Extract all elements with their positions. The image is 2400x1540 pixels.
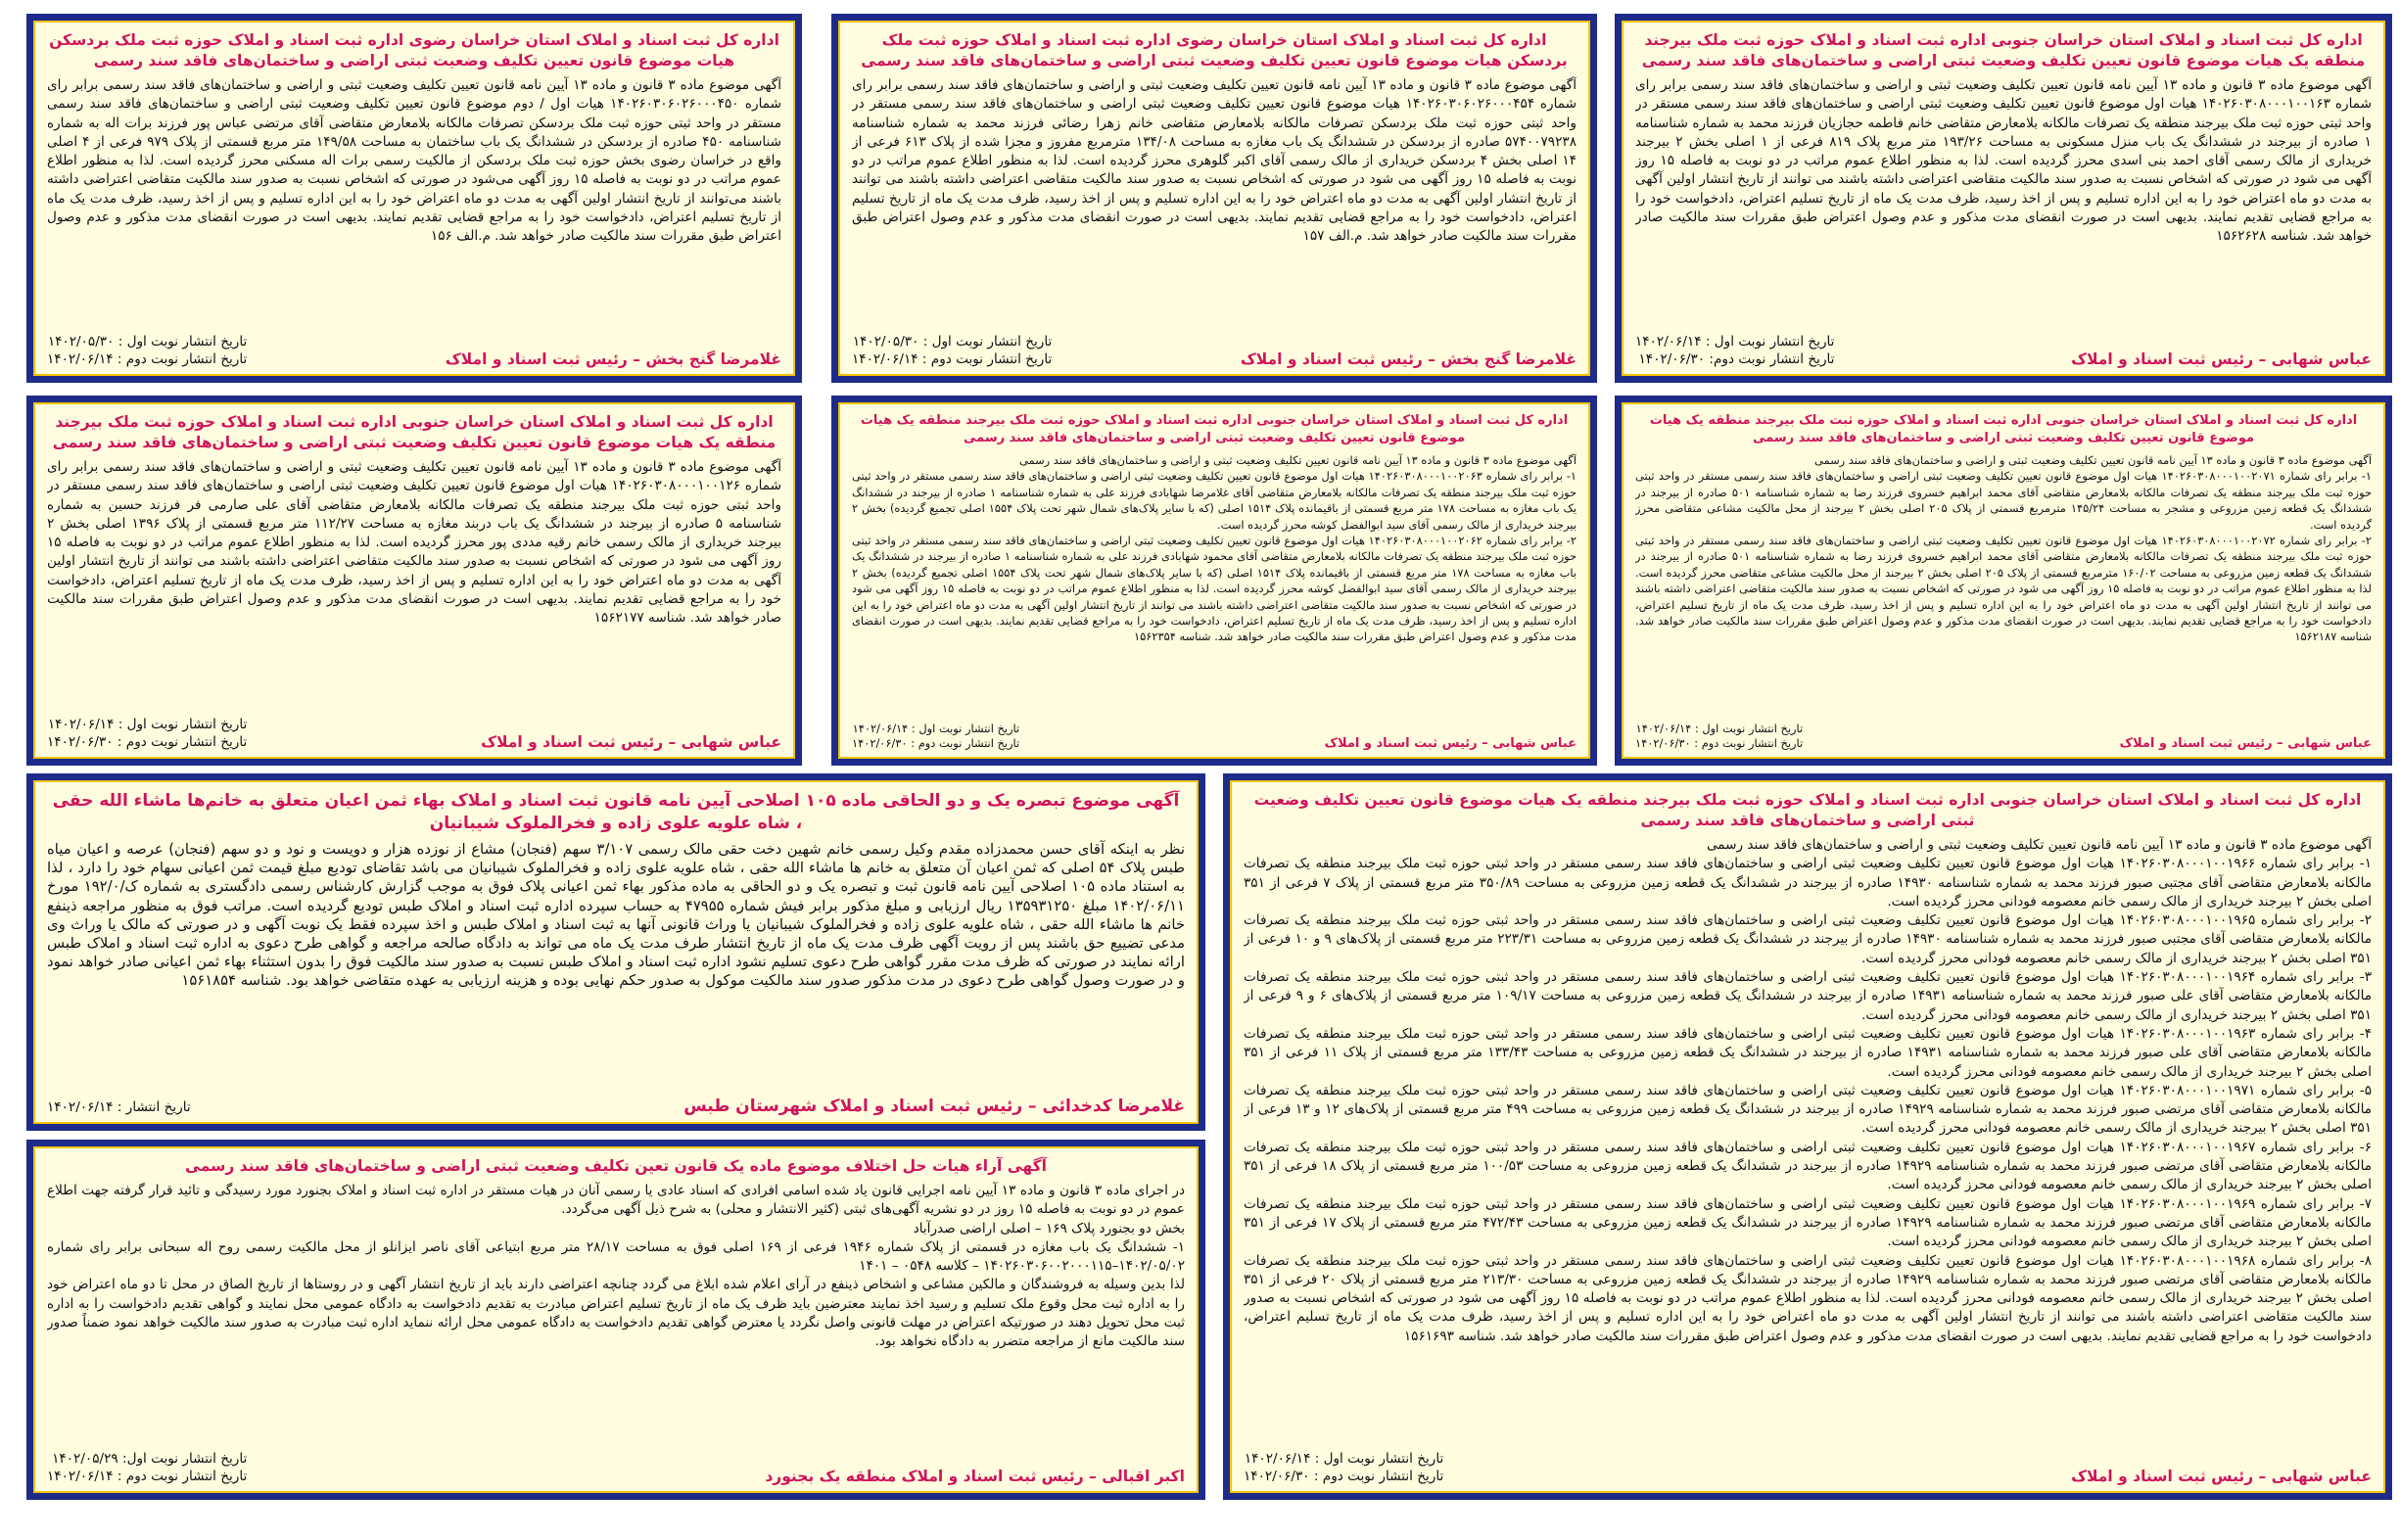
notice-birjand-zone1-e <box>1223 773 2392 1500</box>
second-publication-date: تاریخ انتشار نوبت دوم : ۱۴۰۲/۰۶/۳۰ <box>852 736 1020 750</box>
signature: عباس شهابی – رئیس ثبت اسناد و املاک <box>481 733 781 751</box>
notice-tabas <box>26 773 1205 1131</box>
notice-footer <box>47 333 781 368</box>
publication-dates <box>47 1098 191 1116</box>
notice-paragraph: ۲- برابر رای شماره ۱۴۰۲۶۰۳۰۸۰۰۰۱۰۰۱۹۶۵ هیات اول موضوع قانون تعیین تکلیف وضعیت ثبتی اراضی و ساختمان‌های فاقد سند رسمی مستقر در واحد ثبتی حوزه ثبت ملک بیرجند منطقه یک تصرفات مالکانه بلامعارض متقاضی آقای مجتبی صبور فرزند محمد به شماره شناسنامه ۱۴۹۳۰ صادره از بیرجند در ششدانگ یک قطعه زمین مزروعی به مساحت ۲۲۳/۳۱ متر مربع قسمتی از پلاک‌های ۹ و ۱۰ فرعی از ۳۵۱ اصلی بخش ۲ بیرجند خریداری از مالک رسمی خانم معصومه فودانی محرز گردیده است. <box>1244 912 2372 966</box>
notice-paragraph: آگهی موضوع ماده ۳ قانون و ماده ۱۳ آیین نامه قانون تعیین تکلیف وضعیت ثبتی و اراضی و ساختمان‌های فاقد سند رسمی <box>1706 837 2372 853</box>
notice-body <box>1635 452 2372 719</box>
first-publication-date: تاریخ انتشار نوبت اول : ۱۴۰۲/۰۶/۱۴ <box>1635 334 1835 350</box>
notice-title: اداره کل ثبت اسناد و املاک استان خراسان جنوبی اداره ثبت اسناد و املاک حوزه ثبت ملک بیرجند منطقه یک هیات موضوع قانون تعیین تکلیف وضعیت ثبتی اراضی و ساختمان‌های فاقد سند رسمی <box>1253 791 2362 829</box>
notice-paragraph: ۲- برابر رای شماره ۱۴۰۲۶۰۳۰۸۰۰۰۱۰۰۲۰۶۲ هیات اول موضوع قانون تعیین تکلیف وضعیت ثبتی اراضی و ساختمان‌های فاقد سند رسمی مستقر در واحد ثبتی حوزه ثبت ملک بیرجند منطقه یک تصرفات مالکانه بلامعارض متقاضی آقای محمود شهابادی فرزند علی به شماره شناسنامه ۱ صادره از بیرجند در ششدانگ یک باب مغازه به مساحت ۱۷۸ متر مربع قسمتی از باقیمانده پلاک ۱۵۱۴ اصلی (که با سایر پلاک‌های شمال شهر تحت پلاک ۱۵۵۴ اصلی تجمیع گردیده) بخش ۲ بیرجند خریداری از مالک رسمی آقای سید ابوالفضل کوشه محرز گردیده است. لذا به منظور اطلاع عموم مراتب در دو نوبت به فاصله ۱۵ روز آگهی می شود در صورتی که اشخاص نسبت به صدور سند مالکیت متقاضی اعتراضی داشته باشند می توانند از تاریخ انتشار اولین آگهی به مدت دو ماه اعتراض خود را به این اداره تسلیم و پس از اخذ رسید، ظرف مدت یک ماه از تاریخ تسلیم اعتراض، دادخواست خود را به مراجع قضایی تقدیم نمایند. بدیهی است در صورت انقضای مدت مذکور و عدم وصول اعتراض طبق مقررات سند مالکیت صادر خواهد شد. شناسه ۱۵۶۲۳۵۴ <box>852 534 1576 644</box>
notice-paragraph: ۸- برابر رای شماره ۱۴۰۲۶۰۳۰۸۰۰۰۱۰۰۱۹۶۸ هیات اول موضوع قانون تعیین تکلیف وضعیت ثبتی اراضی و ساختمان‌های فاقد سند رسمی مستقر در واحد ثبتی حوزه ثبت ملک بیرجند منطقه یک تصرفات مالکانه بلامعارض متقاضی آقای مرتضی صبور فرزند محمد به شماره شناسنامه ۱۴۹۲۹ صادره از بیرجند در ششدانگ یک قطعه زمین مزروعی به مساحت ۲۱۳/۳۰ متر مربع قسمتی از پلاک ۲۰ فرعی از ۳۵۱ اصلی بخش ۲ بیرجند خریداری از مالک رسمی خانم معصومه فودانی محرز گردیده است. لذا به منظور اطلاع عموم مراتب در دو نوبت به فاصله ۱۵ روز آگهی می شود در صورتی که اشخاص نسبت به صدور سند مالکیت متقاضی اعتراضی داشته باشند می توانند از تاریخ انتشار اولین آگهی به مدت دو ماه اعتراض خود را به این اداره تسلیم و پس از اخذ رسید، ظرف مدت یک ماه از تاریخ تسلیم اعتراض، دادخواست خود را به مراجع قضایی تقدیم نمایند. بدیهی است در صورت انقضای مدت مذکور و عدم وصول اعتراض طبق مقررات سند مالکیت صادر خواهد شد. شناسه ۱۵۶۱۶۹۳ <box>1244 1252 2372 1344</box>
notice-title: اداره کل ثبت اسناد و املاک استان خراسان رضوی اداره ثبت اسناد و املاک حوزه ثبت ملک بردسکن هیات موضوع قانون تعیین تکلیف وضعیت ثبتی اراضی و ساختمان‌های فاقد سند رسمی <box>49 31 779 70</box>
signature: غلامرضا گنج بخش – رئیس ثبت اسناد و املاک <box>1240 350 1576 368</box>
notice-paragraph: آگهی موضوع ماده ۳ قانون و ماده ۱۳ آیین نامه قانون تعیین تکلیف وضعیت ثبتی و اراضی و ساختمان‌های فاقد سند رسمی برابر رای شماره ۱۴۰۲۶۰۳۰۶۰۲۶۰۰۰۴۵۴ هیات موضوع قانون تعیین تکلیف وضعیت ثبتی اراضی و ساختمان‌های فاقد سند رسمی مستقر در واحد ثبتی حوزه ثبت ملک بردسکن تصرفات مالکانه بلامعارض متقاضی خانم زهرا رضائی فرزند محمد به شماره شناسنامه ۵۷۴۰۰۷۹۲۳۸ صادره از بردسکن در ششدانگ یک باب مغازه به مساحت ۱۳۴/۰۸ مترمربع مفروز و مجزا شده از پلاک ۶۱۳ فرعی از ۱۴ اصلی بخش ۴ بردسکن خریداری از مالک رسمی آقای اکبر گلوهری محرز گردیده است. لذا به منظور اطلاع عموم مراتب در دو نوبت به فاصله ۱۵ روز آگهی می شود در صورتی که اشخاص نسبت به صدور سند مالکیت متقاضی اعتراضی داشته باشند می توانند از تاریخ انتشار اولین آگهی به مدت دو ماه اعتراض خود را به این اداره تسلیم و پس از اخذ رسید، ظرف مدت یک ماه از تاریخ تسلیم اعتراض، دادخواست خود را به مراجع قضایی تقدیم نمایند. بدیهی است در صورت انقضای مدت مذکور و عدم وصول اعتراض طبق مقررات سند مالکیت صادر خواهد شد. م.الف ۱۵۷ <box>852 77 1576 245</box>
notice-panel <box>33 21 795 376</box>
notice-panel <box>33 780 1199 1124</box>
notice-title: اداره کل ثبت اسناد و املاک استان خراسان جنوبی اداره ثبت اسناد و املاک حوزه ثبت ملک بیرجند منطقه یک هیات موضوع قانون تعیین تکلیف وضعیت ثبتی اراضی و ساختمان‌های فاقد سند رسمی <box>860 413 1569 445</box>
notice-body <box>1635 76 2372 330</box>
notice-body <box>47 76 781 330</box>
notice-paragraph: بخش دو بجنورد پلاک ۱۶۹ – اصلی اراضی صدرآباد <box>913 1220 1185 1237</box>
notice-paragraph: ۱- ششدانگ یک باب مغازه در قسمتی از پلاک شماره ۱۹۴۶ فرعی از ۱۶۹ اصلی فوق به مساحت ۲۸/۱۷ متر مربع ابتیاعی آقای ناصر ایزانلو از محل مالکیت رسمی روح اله سبحانی برابر رای شماره ۱۴۰۲/۰۵/۰۲–۱۴۰۲۶۰۳۰۶۰۰۲۰۰۰۱۱۵ – کلاسه ۰۵۴۸ – ۱۴۰۱ <box>47 1238 1185 1275</box>
notice-paragraph: ۶- برابر رای شماره ۱۴۰۲۶۰۳۰۸۰۰۰۱۰۰۱۹۶۷ هیات اول موضوع قانون تعیین تکلیف وضعیت ثبتی اراضی و ساختمان‌های فاقد سند رسمی مستقر در واحد ثبتی حوزه ثبت ملک بیرجند منطقه یک تصرفات مالکانه بلامعارض متقاضی آقای مرتضی صبور فرزند محمد به شماره شناسنامه ۱۴۹۲۹ صادره از بیرجند در ششدانگ یک قطعه زمین مزروعی به مساحت ۱۰۰/۵۳ متر مربع قسمتی از پلاک ۱۸ فرعی از ۳۵۱ اصلی بخش ۲ بیرجند خریداری از مالک رسمی خانم معصومه فودانی محرز گردیده است. <box>1244 1139 2372 1193</box>
notice-paragraph: ۱- برابر رای شماره ۱۴۰۲۶۰۳۰۸۰۰۰۱۰۰۱۹۶۶ هیات اول موضوع قانون تعیین تکلیف وضعیت ثبتی اراضی و ساختمان‌های فاقد سند رسمی مستقر در واحد ثبتی حوزه ثبت ملک بیرجند منطقه یک تصرفات مالکانه بلامعارض متقاضی آقای مجتبی صبور فرزند محمد به شماره شناسنامه ۱۴۹۳۰ صادره از بیرجند در ششدانگ یک قطعه زمین مزروعی به مساحت ۳۵۰/۸۹ متر مربع قسمتی از پلاک ۷ فرعی از ۳۵۱ اصلی بخش ۲ بیرجند خریداری از مالک رسمی خانم معصومه فودانی محرز گردیده است. <box>1244 856 2372 910</box>
notice-paragraph: آگهی موضوع ماده ۳ قانون و ماده ۱۳ آیین نامه قانون تعیین تکلیف وضعیت ثبتی و اراضی و ساختمان‌های فاقد سند رسمی برابر رای شماره ۱۴۰۲۶۰۳۰۸۰۰۰۱۰۰۱۶۳ هیات اول موضوع قانون تعیین تکلیف وضعیت ثبتی اراضی و ساختمان‌های فاقد سند رسمی مستقر در واحد ثبتی حوزه ثبت ملک بیرجند منطقه یک تصرفات مالکانه بلامعارض متقاضی خانم فاطمه حجازیان فرزند محمد به شماره شناسنامه ۱ صادره از بیرجند در ششدانگ یک باب منزل مسکونی به مساحت ۱۹۳/۲۶ متر مربع پلاک ۸۱۹ فرعی از ۱ اصلی بخش ۲ بیرجند خریداری از مالک رسمی آقای احمد بنی اسدی محرز گردیده است. لذا به منظور اطلاع عموم مراتب در دو نوبت به فاصله ۱۵ روز آگهی می شود در صورتی که اشخاص نسبت به صدور سند مالکیت متقاضی اعتراضی داشته باشند می توانند از تاریخ انتشار اولین آگهی به مدت دو ماه اعتراض خود را به این اداره تسلیم و پس از اخذ رسید، ظرف مدت یک ماه از تاریخ تسلیم اعتراض، دادخواست خود را به مراجع قضایی تقدیم نمایند. بدیهی است در صورت انقضای مدت مذکور و عدم وصول اعتراض طبق مقررات سند مالکیت صادر خواهد شد. شناسه ۱۵۶۲۶۲۸ <box>1635 77 2372 245</box>
notice-paragraph: ۳- برابر رای شماره ۱۴۰۲۶۰۳۰۸۰۰۰۱۰۰۱۹۶۴ هیات اول موضوع قانون تعیین تکلیف وضعیت ثبتی اراضی و ساختمان‌های فاقد سند رسمی مستقر در واحد ثبتی حوزه ثبت ملک بیرجند منطقه یک تصرفات مالکانه بلامعارض متقاضی آقای علی صبور فرزند محمد به شماره شناسنامه ۱۴۹۳۱ صادره از بیرجند در ششدانگ یک قطعه زمین مزروعی به مساحت ۱۰۹/۱۷ متر مربع قسمتی از پلاک‌های ۶ و ۹ فرعی از ۳۵۱ اصلی بخش ۲ بیرجند خریداری از مالک رسمی خانم معصومه فودانی محرز گردیده است. <box>1244 969 2372 1023</box>
notice-title: اداره کل ثبت اسناد و املاک استان خراسان جنوبی اداره ثبت اسناد و املاک حوزه ثبت ملک بیرجند منطقه یک هیات موضوع قانون تعیین تکلیف وضعیت ثبتی اراضی و ساختمان‌های فاقد سند رسمی <box>1641 31 2366 70</box>
first-publication-date: تاریخ انتشار نوبت اول: ۱۴۰۲/۰۵/۲۹ <box>52 1451 248 1467</box>
notice-panel <box>1230 780 2385 1493</box>
notice-paragraph: ۱- برابر رای شماره ۱۴۰۲۶۰۳۰۸۰۰۰۱۰۰۲۰۶۳ هیات اول موضوع قانون تعیین تکلیف وضعیت ثبتی اراضی و ساختمان‌های فاقد سند رسمی مستقر در واحد ثبتی حوزه ثبت ملک بیرجند منطقه یک تصرفات مالکانه بلامعارض متقاضی آقای غلامرضا شهابادی فرزند علی به شماره شناسنامه ۱ صادره از بیرجند در ششدانگ یک باب مغازه به مساحت ۱۷۸ متر مربع قسمتی از باقیمانده پلاک ۱۵۱۴ اصلی (که با سایر پلاک‌های شمال شهر تحت پلاک ۱۵۵۴ اصلی تجمیع گردیده) بخش ۲ بیرجند خریداری از مالک رسمی آقای سید ابوالفضل کوشه محرز گردیده است. <box>852 469 1576 532</box>
notice-title: اداره کل ثبت اسناد و املاک استان خراسان رضوی اداره ثبت اسناد و املاک حوزه ثبت ملک بردسکن هیات موضوع قانون تعیین تکلیف وضعیت ثبتی اراضی و ساختمان‌های فاقد سند رسمی <box>861 31 1568 70</box>
signature: غلامرضا گنج بخش – رئیس ثبت اسناد و املاک <box>445 350 781 368</box>
notice-bardaskan-a <box>831 14 1597 383</box>
signature: غلامرضا کدخدائی – رئیس ثبت اسناد و املاک شهرستان طبس <box>683 1097 1185 1116</box>
notice-paragraph: در اجرای ماده ۳ قانون و ماده ۱۳ آیین نامه اجرایی قانون یاد شده اسامی افرادی که اسناد عادی یا رسمی آنان در هیات مستقر در اداره ثبت اسناد و املاک بجنورد مورد رسیدگی و تائید قرار گرفته جهت اطلاع عموم در دو نوبت به فاصله ۱۵ روز در دو نشریه آگهی‌های ثبتی (کثیر الانتشار و محلی) به شرح ذیل آگهی می‌گردد. <box>47 1183 1185 1218</box>
signature: عباس شهابی – رئیس ثبت اسناد و املاک <box>1324 736 1576 751</box>
notice-footer <box>1635 333 2372 368</box>
notice-paragraph: آگهی موضوع ماده ۳ قانون و ماده ۱۳ آیین نامه قانون تعیین تکلیف وضعیت ثبتی و اراضی و ساختمان‌های فاقد سند رسمی <box>1018 453 1576 467</box>
second-publication-date: تاریخ انتشار نوبت دوم: ۱۴۰۲/۰۶/۳۰ <box>1638 351 1835 367</box>
second-publication-date: تاریخ انتشار نوبت دوم : ۱۴۰۲/۰۶/۳۰ <box>47 734 248 750</box>
notice-paragraph: لذا بدین وسیله به فروشندگان و مالکین مشاعی و اشخاص ذینفع در آرای اعلام شده ابلاغ می گردد چنانچه اعتراضی دارند باید از تاریخ انتشار آگهی و در روستاها از تاریخ الصاق در محل تا دو ماه اعتراض خود را به اداره ثبت محل وقوع ملک تسلیم و رسید اخذ نمایند معترضین باید ظرف یک ماه از تاریخ تسلیم اعتراض مبادرت به تقدیم دادخواست به دادگاه عمومی محل نمایند و گواهی تقدیم دادخواست را به اداره ثبت محل تحویل دهند در صورتیکه اعتراض در مهلت قانونی واصل نگردد یا معترض گواهی تقدیم دادخواست به دادگاه عمومی محل ارائه ننماید اداره ثبت مبادرت به صدور سند مالکیت خواهد نمود ضمناً صدور سند مالکیت مانع از مراجعه متضرر به دادگاه نخواهد بود. <box>47 1277 1185 1350</box>
notice-bardaskan-b <box>26 14 802 383</box>
notice-body <box>1244 836 2372 1447</box>
notice-title: اداره کل ثبت اسناد و املاک استان خراسان جنوبی اداره ثبت اسناد و املاک حوزه ثبت ملک بیرجند منطقه یک هیات موضوع قانون تعیین تکلیف وضعیت ثبتی اراضی و ساختمان‌های فاقد سند رسمی <box>1649 413 2358 445</box>
notice-birjand-zone1-c <box>831 396 1597 766</box>
signature: اکبر اقبالی – رئیس ثبت اسناد و املاک منطقه یک بجنورد <box>765 1468 1185 1485</box>
publication-dates <box>1635 333 1834 368</box>
notice-body <box>47 1182 1185 1447</box>
first-publication-date: تاریخ انتشار نوبت اول : ۱۴۰۲/۰۶/۱۴ <box>1635 722 1804 735</box>
publication-dates <box>47 1450 247 1485</box>
first-publication-date: تاریخ انتشار نوبت اول : ۱۴۰۲/۰۶/۱۴ <box>47 717 248 732</box>
notice-footer <box>1244 1450 2372 1485</box>
notice-panel <box>1622 21 2385 376</box>
notice-body <box>47 840 1185 1094</box>
notice-birjand-zone1-d <box>26 396 802 766</box>
notice-birjand-zone1-b <box>1615 396 2392 766</box>
notice-paragraph: ۵- برابر رای شماره ۱۴۰۲۶۰۳۰۸۰۰۰۱۰۰۱۹۷۱ هیات اول موضوع قانون تعیین تکلیف وضعیت ثبتی اراضی و ساختمان‌های فاقد سند رسمی مستقر در واحد ثبتی حوزه ثبت ملک بیرجند منطقه یک تصرفات مالکانه بلامعارض متقاضی آقای مرتضی صبور فرزند محمد به شماره شناسنامه ۱۴۹۲۹ صادره از بیرجند در ششدانگ یک قطعه زمین مزروعی به مساحت ۴۹۹ متر مربع قسمتی از پلاک‌های ۱۲ و ۱۳ فرعی از ۳۵۱ اصلی بخش ۲ بیرجند خریداری از مالک رسمی خانم معصومه فودانی محرز گردیده است. <box>1244 1082 2372 1137</box>
notice-panel <box>33 402 795 759</box>
signature: عباس شهابی – رئیس ثبت اسناد و املاک <box>2071 350 2372 368</box>
first-publication-date: تاریخ انتشار نوبت اول : ۱۴۰۲/۰۶/۱۴ <box>1244 1451 1444 1467</box>
notice-footer <box>47 716 781 751</box>
notice-body <box>852 76 1576 330</box>
publication-dates <box>1244 1450 1443 1485</box>
second-publication-date: تاریخ انتشار نوبت دوم : ۱۴۰۲/۰۶/۱۴ <box>47 351 248 367</box>
notice-paragraph: آگهی موضوع ماده ۳ قانون و ماده ۱۳ آیین نامه قانون تعیین تکلیف وضعیت ثبتی و اراضی و ساختمان‌های فاقد سند رسمی برابر رای شماره ۱۴۰۲۶۰۳۰۶۰۲۶۰۰۰۴۵۰ هیات اول / دوم موضوع قانون تعیین تکلیف وضعیت ثبتی اراضی و ساختمان‌های فاقد سند رسمی مستقر در واحد ثبتی حوزه ثبت ملک بردسکن تصرفات مالکانه بلامعارض متقاضی آقای مرتضی عباس پور فرزند برات اله به شماره شناسنامه ۴۵۰ صادره از بردسکن در ششدانگ یک باب ساختمان به مساحت ۱۴۹/۵۸ متر مربع قسمتی از پلاک ۹۷۹ فرعی از ۴ اصلی واقع در خراسان رضوی بخش حوزه ثبت ملک بردسکن از مالکیت رسمی برات اله مسکنی محرز گردیده است. لذا به منظور اطلاع عموم مراتب در دو نوبت به فاصله ۱۵ روز آگهی می‌شود در صورتی که اشخاص نسبت به صدور سند مالکیت متقاضی اعتراضی داشته باشند می‌توانند از تاریخ انتشار اولین آگهی به مدت دو ماه اعتراض خود را به این اداره تسلیم و پس از اخذ رسید، ظرف مدت یک ماه از تاریخ تسلیم اعتراض، دادخواست خود را به مراجع قضایی تقدیم نمایند. بدیهی است در صورت انقضای مدت مذکور و عدم وصول اعتراض طبق مقررات سند مالکیت صادر خواهد شد. م.الف ۱۵۶ <box>47 77 781 245</box>
first-publication-date: تاریخ انتشار نوبت اول : ۱۴۰۲/۰۵/۳۰ <box>47 334 248 350</box>
notice-title: آگهی موضوع تبصره یک و دو الحاقی ماده ۱۰۵ اصلاحی آیین نامه قانون ثبت اسناد و املاک بهاء ثمن اعیان متعلق به خانم‌ها ماشاء الله حقی ، شاه علویه علوی زاده و فخرالملوک شیبانیان <box>52 791 1180 833</box>
notice-paragraph: آگهی موضوع ماده ۳ قانون و ماده ۱۳ آیین نامه قانون تعیین تکلیف وضعیت ثبتی و اراضی و ساختمان‌های فاقد سند رسمی برابر رای شماره ۱۴۰۲۶۰۳۰۸۰۰۰۱۰۰۱۲۶ هیات اول موضوع قانون تعیین تکلیف وضعیت ثبتی اراضی و ساختمان‌های فاقد سند رسمی مستقر در واحد ثبتی حوزه ثبت ملک بیرجند منطقه یک تصرفات مالکانه بلامعارض متقاضی آقای علی صارمی فر فرزند حسین به شماره شناسنامه ۵ صادره از بیرجند در ششدانگ یک باب دربند مغازه به مساحت ۱۱۲/۲۷ متر مربع قسمتی از پلاک ۱۳۹۶ اصلی بخش ۲ بیرجند خریداری از مالک رسمی خانم رقیه مددی پور محرز گردیده است. لذا به منظور اطلاع عموم مراتب در دو نوبت به فاصله ۱۵ روز آگهی می شود در صورتی که اشخاص نسبت به صدور سند مالکیت متقاضی اعتراضی داشته باشند می توانند از تاریخ انتشار اولین آگهی به مدت دو ماه اعتراض خود را به این اداره تسلیم و پس از اخذ رسید، ظرف مدت یک ماه از تاریخ تسلیم اعتراض، دادخواست خود را به مراجع قضایی تقدیم نمایند. بدیهی است در صورت انقضای مدت مذکور و عدم وصول اعتراض طبق مقررات سند مالکیت صادر خواهد شد. شناسه ۱۵۶۲۱۷۷ <box>47 459 781 627</box>
notice-panel <box>1622 402 2385 759</box>
second-publication-date: تاریخ انتشار نوبت دوم : ۱۴۰۲/۰۶/۳۰ <box>1635 736 1804 750</box>
notice-paragraph: آگهی موضوع ماده ۳ قانون و ماده ۱۳ آیین نامه قانون تعیین تکلیف وضعیت ثبتی و اراضی و ساختمان‌های فاقد سند رسمی <box>1813 453 2372 467</box>
notice-footer <box>852 333 1576 368</box>
first-publication-date: تاریخ انتشار : ۱۴۰۲/۰۶/۱۴ <box>47 1099 191 1115</box>
publication-dates <box>47 333 247 368</box>
notice-footer <box>47 1097 1185 1116</box>
notice-body <box>47 458 781 713</box>
notice-panel <box>33 1146 1199 1493</box>
notice-footer <box>852 722 1576 751</box>
first-publication-date: تاریخ انتشار نوبت اول : ۱۴۰۲/۰۵/۳۰ <box>852 334 1053 350</box>
second-publication-date: تاریخ انتشار نوبت دوم : ۱۴۰۲/۰۶/۱۴ <box>852 351 1053 367</box>
first-publication-date: تاریخ انتشار نوبت اول : ۱۴۰۲/۰۶/۱۴ <box>852 722 1020 735</box>
notice-paragraph: ۷- برابر رای شماره ۱۴۰۲۶۰۳۰۸۰۰۰۱۰۰۱۹۶۹ هیات اول موضوع قانون تعیین تکلیف وضعیت ثبتی اراضی و ساختمان‌های فاقد سند رسمی مستقر در واحد ثبتی حوزه ثبت ملک بیرجند منطقه یک تصرفات مالکانه بلامعارض متقاضی آقای مرتضی صبور فرزند محمد به شماره شناسنامه ۱۴۹۲۹ صادره از بیرجند در ششدانگ یک قطعه زمین مزروعی به مساحت ۴۷۲/۴۳ متر مربع قسمتی از پلاک ۱۷ فرعی از ۳۵۱ اصلی بخش ۲ بیرجند خریداری از مالک رسمی خانم معصومه فودانی محرز گردیده است. <box>1244 1195 2372 1250</box>
notice-footer <box>47 1450 1185 1485</box>
signature: عباس شهابی – رئیس ثبت اسناد و املاک <box>2119 736 2372 751</box>
signature: عباس شهابی – رئیس ثبت اسناد و املاک <box>2071 1468 2372 1485</box>
notice-body <box>852 452 1576 719</box>
notice-title: آگهی آراء هیات حل اختلاف موضوع ماده یک قانون تعین تکلیف وضعیت ثبتی اراضی و ساختمان‌های فاقد سند رسمی <box>185 1157 1047 1175</box>
publication-dates <box>852 333 1052 368</box>
notice-birjand-zone1-a <box>1615 14 2392 383</box>
publication-dates <box>852 722 1019 751</box>
second-publication-date: تاریخ انتشار نوبت دوم : ۱۴۰۲/۰۶/۳۰ <box>1244 1469 1444 1484</box>
notice-paragraph: ۲- برابر رای شماره ۱۴۰۲۶۰۳۰۸۰۰۰۱۰۰۲۰۷۲ هیات اول موضوع قانون تعیین تکلیف وضعیت ثبتی اراضی و ساختمان‌های فاقد سند رسمی مستقر در واحد ثبتی حوزه ثبت ملک بیرجند منطقه یک تصرفات مالکانه بلامعارض متقاضی آقای محمد ابراهیم خسروی فرزند رضا به شماره شناسنامه ۵۰۱ صادره از بیرجند در ششدانگ یک قطعه زمین مزروعی به مساحت ۱۶۰/۰۲ مترمربع قسمتی از پلاک ۲۰۵ اصلی بخش ۲ بیرجند از محل مالکیت مشاعی متقاضی محرز گردیده است. لذا به منظور اطلاع عموم مراتب در دو نوبت به فاصله ۱۵ روز آگهی می شود در صورتی که اشخاص نسبت به صدور سند مالکیت متقاضی اعتراضی داشته باشند می توانند از تاریخ انتشار اولین آگهی به مدت دو ماه اعتراض خود را به این اداره تسلیم و پس از اخذ رسید، ظرف مدت یک ماه از تاریخ تسلیم اعتراض، دادخواست خود را به مراجع قضایی تقدیم نمایند. بدیهی است در صورت انقضای مدت مذکور و عدم وصول اعتراض طبق مقررات سند مالکیت صادر خواهد شد. شناسه ۱۵۶۲۱۸۷ <box>1635 534 2372 644</box>
second-publication-date: تاریخ انتشار نوبت دوم : ۱۴۰۲/۰۶/۱۴ <box>47 1469 248 1484</box>
notice-title: اداره کل ثبت اسناد و املاک استان خراسان جنوبی اداره ثبت اسناد و املاک حوزه ثبت ملک بیرجند منطقه یک هیات موضوع قانون تعیین تکلیف وضعیت ثبتی اراضی و ساختمان‌های فاقد سند رسمی <box>52 413 776 451</box>
publication-dates <box>1635 722 1803 751</box>
publication-dates <box>47 716 247 751</box>
notice-paragraph: ۴- برابر رای شماره ۱۴۰۲۶۰۳۰۸۰۰۰۱۰۰۱۹۶۳ هیات اول موضوع قانون تعیین تکلیف وضعیت ثبتی اراضی و ساختمان‌های فاقد سند رسمی مستقر در واحد ثبتی حوزه ثبت ملک بیرجند منطقه یک تصرفات مالکانه بلامعارض متقاضی آقای علی صبور فرزند محمد به شماره شناسنامه ۱۴۹۳۱ صادره از بیرجند در ششدانگ یک قطعه زمین مزروعی به مساحت ۱۳۳/۴۳ متر مربع قسمتی از پلاک ۱۱ فرعی از ۳۵۱ اصلی بخش ۲ بیرجند خریداری از مالک رسمی خانم معصومه فودانی محرز گردیده است. <box>1244 1025 2372 1080</box>
notice-paragraph: نظر به اینکه آقای حسن محمدزاده مقدم وکیل رسمی خانم شهین دخت حقی مالک رسمی ۳/۱۰۷ سهم (فنجان) مشاع از نوزده هزار و دویست و نود و دو سهم (فنجان) عرصه و اعیان میاه طبس پلاک ۵۴ اصلی که ثمن اعیان آن متعلق به خانم ها ماشاء الله حقی ، شاه علویه علوی زاده و فخرالملوک شیبانیان می باشد تقاضای تودیع مبلغ قیمت ثمن اعیانی سهام خود را دارد ، لذا به استناد ماده ۱۰۵ اصلاحی آیین نامه قانون ثبت و تبصره یک و دو الحاقی به ماده مذکور بهاء ثمن اعیانی پلاک فوق به موجب گزارش کارشناس رسمی دادگستری به شماره ک/۱۹۲/۰ مورخ ۱۴۰۲/۰۶/۱۱ مبلغ ۱۳۵۹۳۱۲۵۰ ریال ارزیابی و مبلغ مذکور برابر فیش شماره ۴۷۹۵۵ به حساب سپرده اداره ثبت اسناد و املاک طبس تودیع گردیده است. مراتب فوق به منظور مراجعه ذینفع خانم ها ماشاء الله حقی ، شاه علویه علوی زاده و فخرالملوک شیبانیان یا وراث قانونی آنها به ثبت اسناد و املاک طبس و اخذ سپرده فقط یک نوبت آگهی و در صورتی که مالک یا وراث وی مدعی تضییع حق باشند پس از رویت آگهی ظرف مدت یک ماه از تاریخ انتشار طرف مدت یک ماه می تواند به دادگاه صالحه مراجعه و گواهی طرح دعوی به اداره ثبت اسناد و املاک طبس ارائه نمایند در صورتی که ظرف مدت مقرر گواهی طرح دعوی تسلیم نشود اداره ثبت اسناد و املاک طبس نسبت به صدور سند مالکیت فوق را بدون استثناء بهاء ثمن اعیانی صادر خواهد نمود و در صورت وصول گواهی طرح دعوی در مدت مذکور صدور سند مالکیت موکول به صدور حکم نهایی بوده و هزینه ارزیابی به عهده متقاضی خواهد بود. شناسه ۱۵۶۱۸۵۴ <box>47 841 1185 990</box>
notice-footer <box>1635 722 2372 751</box>
notice-paragraph: ۱- برابر رای شماره ۱۴۰۲۶۰۳۰۸۰۰۰۱۰۰۲۰۷۱ هیات اول موضوع قانون تعیین تکلیف وضعیت ثبتی اراضی و ساختمان‌های فاقد سند رسمی مستقر در واحد ثبتی حوزه ثبت ملک بیرجند منطقه یک تصرفات مالکانه بلامعارض متقاضی آقای محمد ابراهیم خسروی فرزند رضا به شماره شناسنامه ۵۰۱ صادره از بیرجند در ششدانگ یک قطعه زمین مزروعی و مشجر به مساحت ۱۴۵/۲۴ مترمربع قسمتی از پلاک ۲۰۵ اصلی بخش ۲ بیرجند از محل مالکیت مشاعی متقاضی محرز گردیده است. <box>1635 469 2372 532</box>
notice-panel <box>838 402 1590 759</box>
notice-bojnourd <box>26 1140 1205 1500</box>
notice-panel <box>838 21 1590 376</box>
